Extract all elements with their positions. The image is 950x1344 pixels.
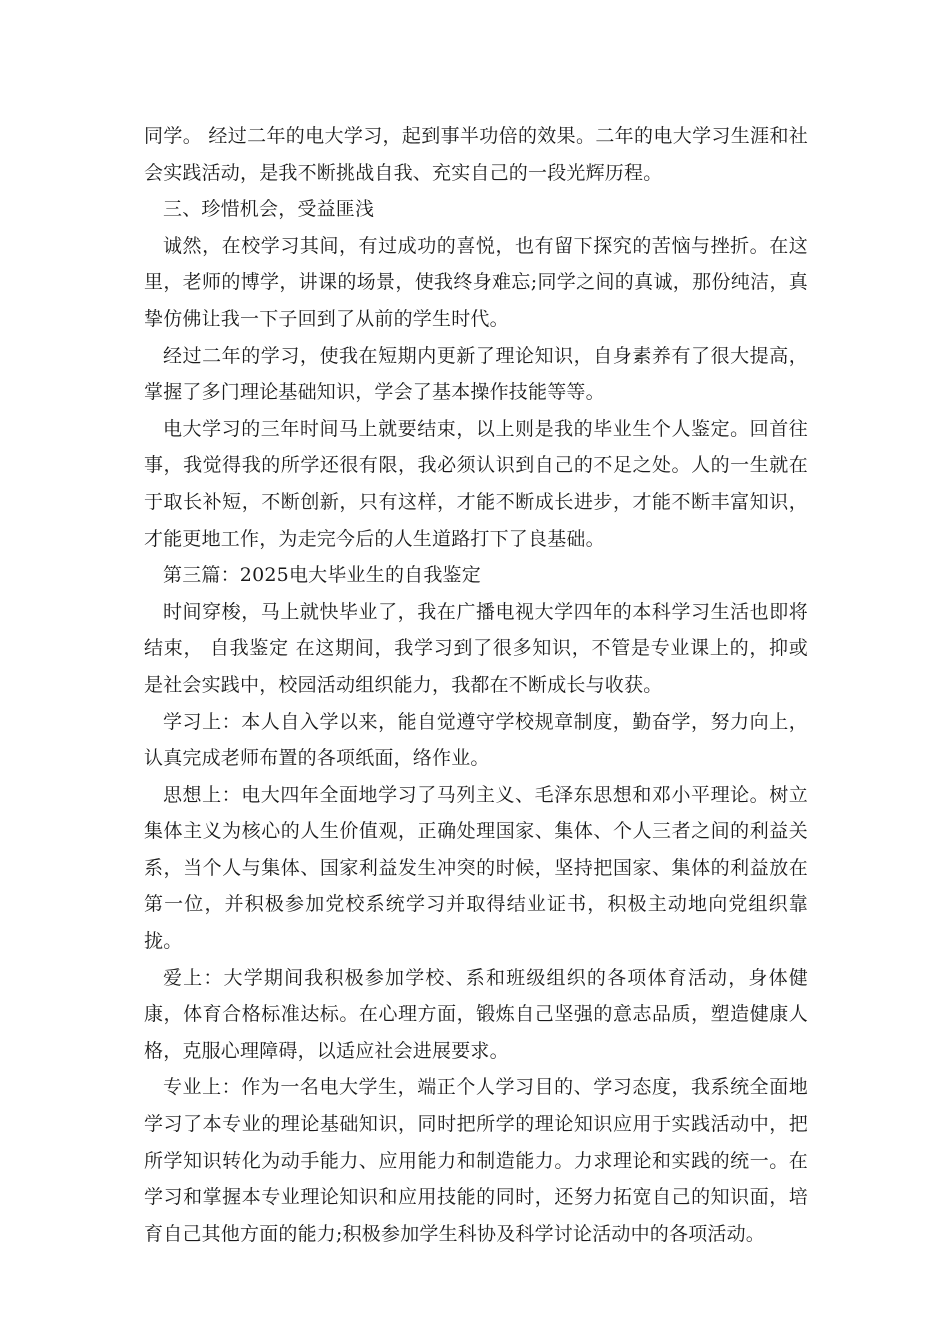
paragraph: 电大学习的三年时间马上就要结束，以上则是我的毕业生个人鉴定。回首往事，我觉得我的所学还很有限，我必须认识到自己的不足之处。人的一生就在于取长补短，不断创新，只有这样，才能不断成长进步，才能不断丰富知识，才能更地工作，为走完今后的人生道路打下了良基础。 (144, 417, 808, 550)
paragraph: 时间穿梭，马上就快毕业了，我在广播电视大学四年的本科学习生活也即将结束， 自我鉴定 在这期间，我学习到了很多知识，不管是专业课上的，抑或是社会实践中，校园活动组织能力，我都在不断成长与收获。 (144, 600, 808, 696)
paragraph: 经过二年的学习，使我在短期内更新了理论知识，自身素养有了很大提高，掌握了多门理论基础知识，学会了基本操作技能等等。 (144, 344, 808, 404)
chapter-heading: 第三篇：2025电大毕业生的自我鉴定 (163, 564, 481, 587)
paragraph: 专业上：作为一名电大学生，端正个人学习目的、学习态度，我系统全面地学习了本专业的理论基础知识，同时把所学的理论知识应用于实践活动中，把所学知识转化为动手能力、应用能力和制造能力。力求理论和实践的统一。在学习和掌握本专业理论知识和应用技能的同时，还努力拓宽自己的知识面，培育自己其他方面的能力;积极参加学生科协及科学讨论活动中的各项活动。 (144, 1076, 808, 1245)
paragraph: 爱上：大学期间我积极参加学校、系和班级组织的各项体育活动，身体健康，体育合格标准达标。在心理方面，锻炼自己坚强的意志品质，塑造健康人格，克服心理障碍，以适应社会进展要求。 (144, 966, 808, 1062)
paragraph-continuation: 同学。 经过二年的电大学习，起到事半功倍的效果。二年的电大学习生涯和社会实践活动，是我不断挑战自我、充实自己的一段光辉历程。 (144, 125, 808, 184)
paragraph: 思想上：电大四年全面地学习了马列主义、毛泽东思想和邓小平理论。树立集体主义为核心的人生价值观，正确处理国家、集体、个人三者之间的利益关系，当个人与集体、国家利益发生冲突的时候，坚持把国家、集体的利益放在第一位，并积极参加党校系统学习并取得结业证书，积极主动地向党组织靠拢。 (144, 783, 808, 953)
section-heading: 三、珍惜机会，受益匪浅 (163, 198, 375, 221)
document-body (144, 118, 808, 1252)
paragraph: 诚然，在校学习其间，有过成功的喜悦，也有留下探究的苦恼与挫折。在这里，老师的博学，讲课的场景，使我终身难忘;同学之间的真诚，那份纯洁，真挚仿佛让我一下子回到了从前的学生时代。 (144, 234, 808, 330)
paragraph: 学习上：本人自入学以来，能自觉遵守学校规章制度，勤奋学，努力向上，认真完成老师布置的各项纸面，络作业。 (144, 710, 808, 770)
